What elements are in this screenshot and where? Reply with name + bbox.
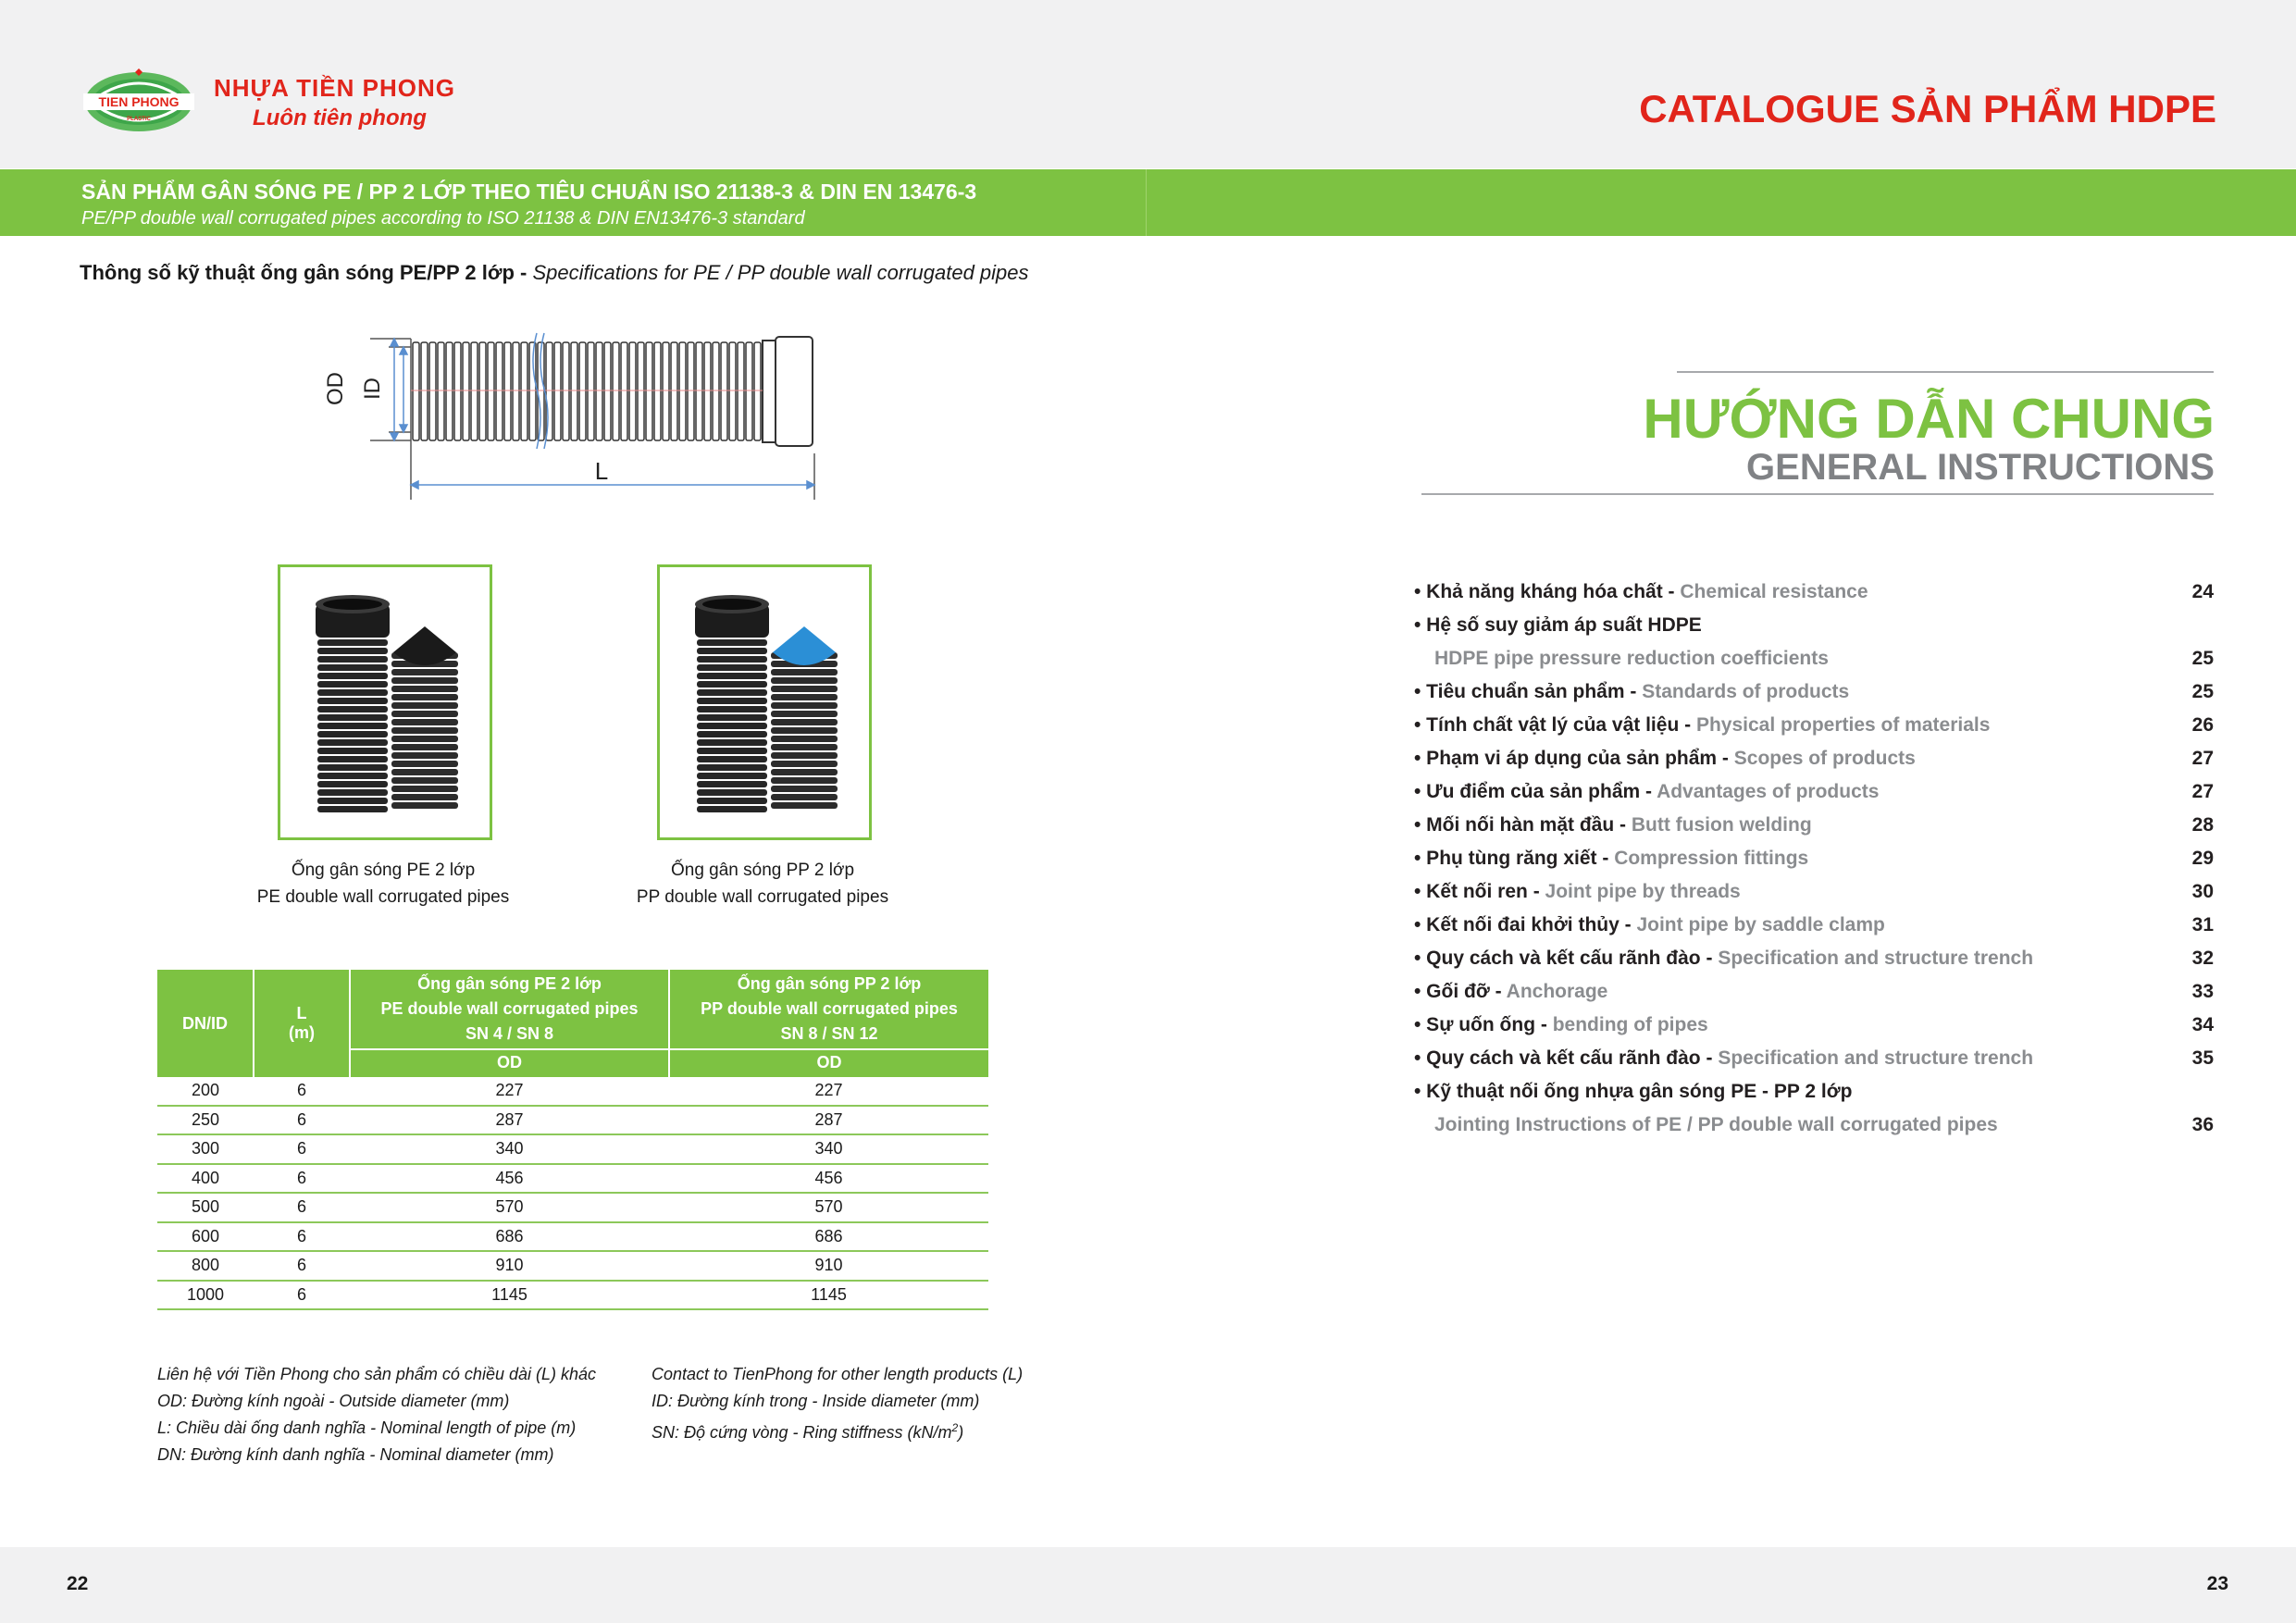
- pipe-corrugation: [391, 669, 458, 675]
- note-line: [652, 1415, 1023, 1446]
- pipe-rib: [521, 342, 527, 440]
- pp-photo-caption: [577, 857, 948, 911]
- pipe-rib: [704, 342, 711, 440]
- pipe-rib: [646, 342, 652, 440]
- pipe-corrugation: [391, 694, 458, 700]
- toc-item-vn: • Tiêu chuẩn sản phẩm -: [1414, 681, 1643, 702]
- toc-item-en: Advantages of products: [1657, 781, 1880, 802]
- logo-text: TIEN PHONG: [98, 94, 180, 109]
- toc-item-page: 36: [2191, 1114, 2214, 1135]
- pipe-corrugation: [771, 794, 838, 800]
- table-cell: 200: [157, 1077, 254, 1106]
- notes-right: [652, 1361, 1023, 1446]
- table-row: [157, 1222, 988, 1252]
- pipe-rib: [596, 342, 602, 440]
- pipe-corrugation: [391, 677, 458, 684]
- pipe-corrugation: [317, 739, 388, 746]
- toc-item: [1414, 848, 2214, 881]
- pipe-corrugation: [697, 756, 767, 762]
- pipe-corrugation: [697, 739, 767, 746]
- pipe-rib: [429, 342, 436, 440]
- pipe-corrugation: [697, 731, 767, 737]
- pipe-corrugation: [697, 789, 767, 796]
- pipe-rib: [738, 342, 744, 440]
- toc-item-page: 25: [2191, 648, 2214, 669]
- pipe-corrugation: [697, 639, 767, 646]
- pipe-rib: [479, 342, 486, 440]
- toc-item-vn: • Khả năng kháng hóa chất -: [1414, 581, 1681, 602]
- col-l-header: [254, 970, 350, 1077]
- table-cell: 6: [254, 1077, 350, 1106]
- pipe-corrugation: [771, 786, 838, 792]
- pipe-corrugation: [697, 714, 767, 721]
- table-cell: 1145: [669, 1281, 988, 1310]
- pipe-corrugation: [317, 756, 388, 762]
- toc-item-page: 27: [2191, 748, 2214, 769]
- toc-item-vn: • Tính chất vật lý của vật liệu -: [1414, 714, 1696, 736]
- table-cell: 800: [157, 1251, 254, 1281]
- pipe-corrugation: [697, 781, 767, 787]
- pe-header-vn: Ống gân sóng PE 2 lớp: [417, 974, 602, 993]
- pipe-corrugation: [317, 789, 388, 796]
- pipe-corrugation: [391, 752, 458, 759]
- toc-item-page: 33: [2191, 981, 2214, 1002]
- pipe-rib: [454, 342, 461, 440]
- pipe-rib: [471, 342, 478, 440]
- toc-item: [1414, 814, 2214, 848]
- table-cell: 227: [669, 1077, 988, 1106]
- pipe-liner: [393, 626, 456, 665]
- brand-name: NHỰA TIỀN PHONG: [214, 74, 455, 102]
- pipe-corrugation: [697, 648, 767, 654]
- pipe-corrugation: [391, 727, 458, 734]
- pipe-corrugation: [697, 681, 767, 688]
- table-cell: 910: [669, 1251, 988, 1281]
- toc-item: [1414, 1014, 2214, 1047]
- table-cell: 570: [669, 1193, 988, 1222]
- pipe-rib: [604, 342, 611, 440]
- pipe-corrugation: [317, 781, 388, 787]
- toc-item-page: 28: [2191, 814, 2214, 836]
- pipe-corrugation: [697, 689, 767, 696]
- pipe-corrugation: [697, 764, 767, 771]
- pipe-rib: [588, 342, 594, 440]
- toc-item-page: 31: [2191, 914, 2214, 935]
- pipe-rib: [754, 342, 761, 440]
- table-cell: 287: [350, 1106, 669, 1135]
- pipe-corrugation: [771, 694, 838, 700]
- pe-pipe-image: [280, 567, 490, 837]
- length-label: L: [594, 457, 609, 485]
- catalogue-title: CATALOGUE SẢN PHẨM HDPE: [1639, 87, 2216, 130]
- pipe-corrugation: [697, 673, 767, 679]
- pe-caption-vn: Ống gân sóng PE 2 lớp: [291, 861, 476, 880]
- pipe-corrugation: [771, 719, 838, 725]
- pipe-corrugation: [317, 706, 388, 712]
- toc-item: [1414, 881, 2214, 914]
- pipe-corrugation: [771, 769, 838, 775]
- table-cell: 340: [350, 1134, 669, 1164]
- title-rule-top: [1677, 371, 2214, 373]
- spec-heading-en: Specifications for PE / PP double wall corrugated pipes: [532, 261, 1029, 284]
- toc-item-en: Physical properties of materials: [1695, 714, 1991, 736]
- table-cell: 686: [350, 1222, 669, 1252]
- pp-header-en: PP double wall corrugated pipes: [701, 999, 958, 1018]
- tien-phong-logo: [81, 68, 196, 135]
- spec-heading: [80, 261, 1029, 285]
- toc-item-en: Anchorage: [1506, 981, 1608, 1002]
- pipe-dimension-diagram: [315, 324, 833, 509]
- section-title: SẢN PHẨM GÂN SÓNG PE / PP 2 LỚP THEO TIÊU CHUẨN ISO 21138-3 & DIN EN 13476-3: [81, 180, 977, 204]
- logo-subtext: PLASTIC: [127, 117, 151, 122]
- toc-item-vn: • Gối đỡ -: [1414, 981, 1507, 1002]
- pipe-corrugation: [391, 786, 458, 792]
- toc-item: [1414, 581, 2214, 614]
- pipe-corrugation: [771, 727, 838, 734]
- col-dn-header: DN/ID: [157, 970, 254, 1077]
- table-cell: 250: [157, 1106, 254, 1135]
- toc-item-vn: • Mối nối hàn mặt đầu -: [1414, 814, 1632, 836]
- pipe-corrugation: [771, 802, 838, 809]
- title-rule-bottom: [1421, 493, 2214, 495]
- pipe-corrugation: [391, 802, 458, 809]
- pipe-rib: [696, 342, 702, 440]
- pipe-rib: [663, 342, 669, 440]
- pipe-corrugation: [697, 723, 767, 729]
- pipe-corrugation: [697, 806, 767, 812]
- table-cell: 6: [254, 1251, 350, 1281]
- note-sn-text: SN: Độ cứng vòng - Ring stiffness (kN/m: [652, 1423, 952, 1442]
- pipe-corrugation: [391, 794, 458, 800]
- general-instructions-title: HƯỚNG DẪN CHUNG: [1643, 388, 2215, 450]
- pipe-corrugation: [697, 664, 767, 671]
- toc-item: [1414, 981, 2214, 1014]
- pipe-corrugation: [317, 731, 388, 737]
- pipe-corrugation: [391, 702, 458, 709]
- toc-item-vn: • Phạm vi áp dụng của sản phẩm -: [1414, 748, 1734, 769]
- toc-item-vn: • Kết nối đai khởi thủy -: [1414, 914, 1637, 935]
- footer-band: [0, 1547, 2296, 1623]
- toc-item-page: 27: [2191, 781, 2214, 802]
- toc-item-page: 25: [2191, 681, 2214, 702]
- pipe-corrugation: [771, 669, 838, 675]
- pipe-rib: [671, 342, 677, 440]
- table-cell: 600: [157, 1222, 254, 1252]
- page-number-right: 23: [2206, 1573, 2228, 1594]
- pipe-rib: [621, 342, 627, 440]
- table-cell: 300: [157, 1134, 254, 1164]
- pipe-rib: [463, 342, 469, 440]
- toc-item-page: 30: [2191, 881, 2214, 902]
- pipe-corrugation: [391, 777, 458, 784]
- table-cell: 340: [669, 1134, 988, 1164]
- toc-item-en: bending of pipes: [1552, 1014, 1708, 1035]
- table-cell: 570: [350, 1193, 669, 1222]
- toc-item-vn: • Sự uốn ống -: [1414, 1014, 1553, 1035]
- table-row: [157, 1134, 988, 1164]
- pipe-corrugation: [391, 744, 458, 750]
- spec-heading-vn: Thông số kỹ thuật ống gân sóng PE/PP 2 lớp -: [80, 261, 533, 284]
- table-row: [157, 1193, 988, 1222]
- toc-item-en: Specification and structure trench: [1718, 1047, 2034, 1069]
- toc-item-vn: • Kết nối ren -: [1414, 881, 1545, 902]
- pipe-corrugation: [771, 702, 838, 709]
- pipe-corrugation: [771, 677, 838, 684]
- toc-item: [1414, 681, 2214, 714]
- pipe-rib: [613, 342, 619, 440]
- spec-table: [157, 970, 988, 1310]
- toc-item-vn: • Quy cách và kết cấu rãnh đào -: [1414, 948, 1719, 969]
- pipe-rib: [563, 342, 569, 440]
- pipe-corrugation: [697, 698, 767, 704]
- toc-item-vn: • Phụ tùng răng xiết -: [1414, 848, 1615, 869]
- pipe-rib: [554, 342, 561, 440]
- table-row: [157, 1106, 988, 1135]
- toc-item: [1414, 1081, 2214, 1114]
- pipe-corrugation: [317, 673, 388, 679]
- table-cell: 227: [350, 1077, 669, 1106]
- pipe-corrugation: [391, 686, 458, 692]
- pipe-corrugation: [317, 714, 388, 721]
- table-of-contents: [1414, 581, 2214, 1147]
- pipe-corrugation: [771, 752, 838, 759]
- note-line: L: Chiều dài ống danh nghĩa - Nominal length of pipe (m): [157, 1419, 577, 1437]
- table-cell: 1000: [157, 1281, 254, 1310]
- toc-item-en: Specification and structure trench: [1718, 948, 2034, 969]
- pp-pipe-image: [660, 567, 869, 837]
- note-sn-close: ): [958, 1423, 964, 1442]
- pipe-socket-inner: [323, 599, 382, 610]
- toc-item-page: 32: [2191, 948, 2214, 969]
- pp-caption-vn: Ống gân sóng PP 2 lớp: [670, 861, 855, 880]
- toc-item-page: 34: [2191, 1014, 2214, 1035]
- pipe-rib: [579, 342, 586, 440]
- pp-caption-en: PP double wall corrugated pipes: [636, 887, 889, 907]
- toc-item-en: Butt fusion welding: [1631, 814, 1812, 836]
- toc-item: [1414, 748, 2214, 781]
- table-cell: 6: [254, 1134, 350, 1164]
- pe-header-od: OD: [351, 1048, 668, 1075]
- pipe-corrugation: [697, 748, 767, 754]
- table-cell: 500: [157, 1193, 254, 1222]
- pipe-rib: [654, 342, 661, 440]
- toc-item-en: Joint pipe by saddle clamp: [1636, 914, 1885, 935]
- pipe-corrugation: [317, 656, 388, 663]
- pipe-liner: [773, 626, 836, 665]
- pipe-corrugation: [317, 689, 388, 696]
- table-cell: 6: [254, 1164, 350, 1194]
- toc-item: [1414, 948, 2214, 981]
- toc-item-vn: • Ưu điểm của sản phẩm -: [1414, 781, 1657, 802]
- pp-header-vn: Ống gân sóng PP 2 lớp: [737, 974, 922, 993]
- pipe-rib: [571, 342, 577, 440]
- toc-item-en: Standards of products: [1642, 681, 1850, 702]
- table-row: [157, 1164, 988, 1194]
- table-cell: 400: [157, 1164, 254, 1194]
- toc-item-page: 24: [2191, 581, 2214, 602]
- table-cell: 1145: [350, 1281, 669, 1310]
- toc-item: [1414, 781, 2214, 814]
- pe-header-sn: SN 4 / SN 8: [465, 1024, 554, 1043]
- toc-item-en: Compression fittings: [1614, 848, 1809, 869]
- pe-photo-caption: [198, 857, 568, 911]
- pipe-corrugation: [697, 798, 767, 804]
- pipe-rib: [688, 342, 694, 440]
- pipe-corrugation: [697, 706, 767, 712]
- note-line: Liên hệ với Tiền Phong cho sản phẩm có chiều dài (L) khác: [157, 1365, 597, 1383]
- pipe-corrugation: [771, 686, 838, 692]
- pipe-rib: [413, 342, 419, 440]
- pipe-corrugation: [317, 648, 388, 654]
- col-pp-header: [669, 970, 988, 1077]
- pipe-socket-inner: [702, 599, 762, 610]
- toc-item-page: 29: [2191, 848, 2214, 869]
- table-cell: 6: [254, 1222, 350, 1252]
- note-line: OD: Đường kính ngoài - Outside diameter (mm): [157, 1392, 510, 1410]
- id-label: ID: [360, 378, 385, 400]
- pipe-corrugation: [391, 711, 458, 717]
- pipe-corrugation: [317, 639, 388, 646]
- pipe-corrugation: [771, 736, 838, 742]
- table-cell: 910: [350, 1251, 669, 1281]
- general-instructions-subtitle: GENERAL INSTRUCTIONS: [1746, 447, 2215, 488]
- section-subtitle: PE/PP double wall corrugated pipes according to ISO 21138 & DIN EN13476-3 standard: [81, 208, 805, 229]
- pipe-rib: [713, 342, 719, 440]
- pipe-corrugation: [391, 761, 458, 767]
- pipe-corrugation: [317, 748, 388, 754]
- pipe-corrugation: [317, 723, 388, 729]
- note-line: ID: Đường kính trong - Inside diameter (mm): [652, 1392, 980, 1410]
- toc-item: [1414, 1114, 2214, 1147]
- pipe-corrugation: [771, 761, 838, 767]
- toc-item-en: Scopes of products: [1733, 748, 1916, 769]
- pe-header-en: PE double wall corrugated pipes: [380, 999, 639, 1018]
- pipe-corrugation: [317, 806, 388, 812]
- note-sn-exponent: 2: [951, 1421, 959, 1434]
- pipe-corrugation: [771, 744, 838, 750]
- pipe-corrugation: [697, 656, 767, 663]
- pipe-corrugation: [391, 736, 458, 742]
- table-cell: 6: [254, 1281, 350, 1310]
- pipe-rib: [679, 342, 686, 440]
- toc-item: [1414, 1047, 2214, 1081]
- pipe-corrugation: [317, 698, 388, 704]
- pipe-corrugation: [771, 711, 838, 717]
- table-cell: 686: [669, 1222, 988, 1252]
- pe-pipe-photo: [278, 564, 492, 840]
- pipe-rib: [496, 342, 503, 440]
- pipe-rib: [638, 342, 644, 440]
- toc-item: [1414, 614, 2214, 648]
- pipe-rib: [488, 342, 494, 440]
- od-label: OD: [323, 372, 348, 405]
- pipe-rib: [513, 342, 519, 440]
- col-l-unit: (m): [289, 1023, 315, 1042]
- table-cell: 287: [669, 1106, 988, 1135]
- table-row: [157, 1077, 988, 1106]
- toc-item-en: HDPE pipe pressure reduction coefficients: [1434, 648, 1829, 669]
- pipe-rib: [746, 342, 752, 440]
- pipe-corrugation: [317, 798, 388, 804]
- band-divider: [1146, 169, 1147, 236]
- toc-item-vn: • Hệ số suy giảm áp suất HDPE: [1414, 614, 1702, 636]
- toc-item-vn: • Kỹ thuật nối ống nhựa gân sóng PE - PP 2 lớp: [1414, 1081, 1853, 1102]
- pipe-rib: [421, 342, 428, 440]
- brand-slogan: Luôn tiên phong: [253, 105, 427, 130]
- toc-item-en: Chemical resistance: [1680, 581, 1868, 602]
- pipe-corrugation: [317, 764, 388, 771]
- pipe-rib: [438, 342, 444, 440]
- table-row: [157, 1281, 988, 1310]
- pp-header-sn: SN 8 / SN 12: [780, 1024, 878, 1043]
- pipe-corrugation: [771, 777, 838, 784]
- table-cell: 6: [254, 1193, 350, 1222]
- table-row: [157, 1251, 988, 1281]
- toc-item-page: 26: [2191, 714, 2214, 736]
- page-number-left: 22: [67, 1573, 89, 1594]
- pipe-rib: [446, 342, 453, 440]
- pipe-corrugation: [391, 719, 458, 725]
- note-line: Contact to TienPhong for other length products (L): [652, 1365, 1024, 1383]
- toc-item-vn: • Quy cách và kết cấu rãnh đào -: [1414, 1047, 1719, 1069]
- col-l-label: L: [296, 1004, 307, 1022]
- pipe-corrugation: [317, 681, 388, 688]
- pipe-rib: [729, 342, 736, 440]
- notes-left: [157, 1361, 596, 1468]
- table-cell: 456: [350, 1164, 669, 1194]
- toc-item-en: Joint pipe by threads: [1545, 881, 1741, 902]
- pp-header-od: OD: [670, 1048, 988, 1075]
- pipe-corrugation: [697, 773, 767, 779]
- pe-caption-en: PE double wall corrugated pipes: [256, 887, 510, 907]
- pipe-rib: [504, 342, 511, 440]
- toc-item: [1414, 714, 2214, 748]
- pipe-corrugation: [391, 769, 458, 775]
- pipe-corrugation: [317, 664, 388, 671]
- note-line: DN: Đường kính danh nghĩa - Nominal diameter (mm): [157, 1445, 554, 1464]
- pp-pipe-photo: [657, 564, 872, 840]
- table-cell: 6: [254, 1106, 350, 1135]
- toc-item: [1414, 914, 2214, 948]
- toc-item-en: Jointing Instructions of PE / PP double wall corrugated pipes: [1434, 1114, 1998, 1135]
- table-cell: 456: [669, 1164, 988, 1194]
- pipe-rib: [721, 342, 727, 440]
- col-pe-header: [350, 970, 669, 1077]
- pipe-corrugation: [317, 773, 388, 779]
- pipe-rib: [629, 342, 636, 440]
- toc-item: [1414, 648, 2214, 681]
- toc-item-page: 35: [2191, 1047, 2214, 1069]
